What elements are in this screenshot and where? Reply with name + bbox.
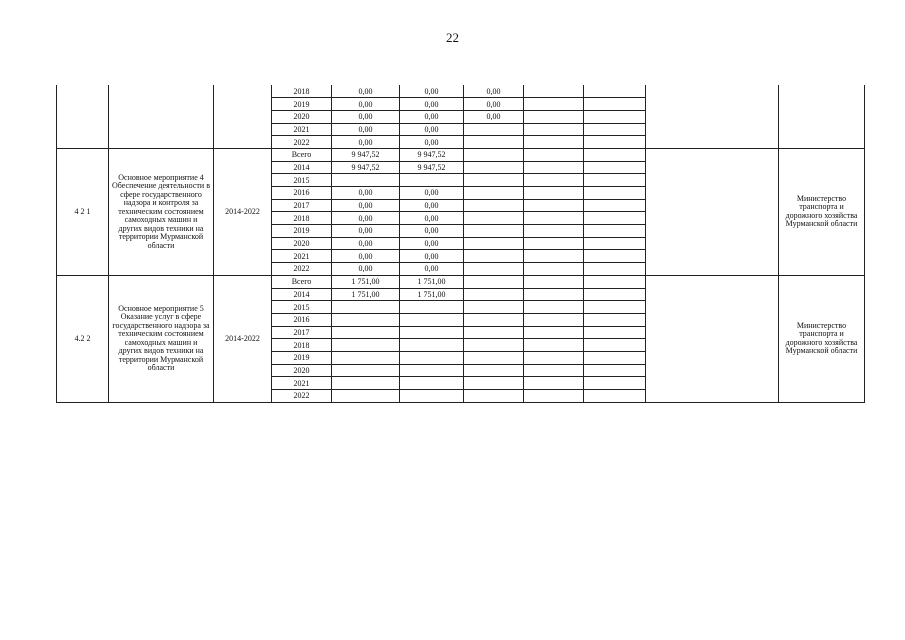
year-cell: 2016 — [272, 313, 332, 326]
year-cell: 2018 — [272, 85, 332, 98]
empty-cell — [524, 313, 584, 326]
year-cell: 2022 — [272, 136, 332, 149]
total-value-cell: 0,00 — [332, 123, 400, 136]
empty-cell — [584, 136, 646, 149]
regional-value-cell: 0,00 — [400, 110, 464, 123]
regional-value-cell: 0,00 — [400, 85, 464, 98]
table-row — [57, 148, 865, 161]
year-cell: 2020 — [272, 364, 332, 377]
empty-cell — [464, 250, 524, 263]
year-cell: 2018 — [272, 212, 332, 225]
cont-empty-cell — [646, 85, 779, 148]
empty-cell — [464, 263, 524, 276]
cont-number-cell — [57, 85, 109, 148]
empty-cell — [464, 237, 524, 250]
extra-value-cell — [464, 123, 524, 136]
empty-cell — [464, 364, 524, 377]
empty-cell — [524, 390, 584, 403]
empty-cell — [464, 148, 524, 161]
total-value-cell: 0,00 — [332, 110, 400, 123]
year-cell: 2015 — [272, 174, 332, 187]
regional-value-cell — [400, 377, 464, 390]
year-cell: 2015 — [272, 301, 332, 314]
empty-cell — [464, 313, 524, 326]
empty-cell — [524, 250, 584, 263]
year-cell: 2019 — [272, 351, 332, 364]
regional-value-cell: 1 751,00 — [400, 288, 464, 301]
extra-value-cell: 0,00 — [464, 98, 524, 111]
total-value-cell: 0,00 — [332, 225, 400, 238]
empty-cell — [584, 161, 646, 174]
empty-cell — [524, 351, 584, 364]
regional-value-cell — [400, 364, 464, 377]
empty-cell — [584, 174, 646, 187]
regional-value-cell: 0,00 — [400, 225, 464, 238]
year-cell: 2019 — [272, 98, 332, 111]
year-cell: 2014 — [272, 288, 332, 301]
regional-value-cell — [400, 390, 464, 403]
year-cell: 2021 — [272, 123, 332, 136]
extra-value-cell: 0,00 — [464, 110, 524, 123]
regional-value-cell: 0,00 — [400, 199, 464, 212]
empty-cell — [584, 85, 646, 98]
total-value-cell — [332, 326, 400, 339]
empty-cell — [584, 288, 646, 301]
empty-cell — [524, 364, 584, 377]
regional-value-cell: 0,00 — [400, 212, 464, 225]
total-value-cell: 0,00 — [332, 98, 400, 111]
year-cell: Всего — [272, 148, 332, 161]
empty-cell — [584, 123, 646, 136]
year-cell: 2020 — [272, 237, 332, 250]
empty-cell — [584, 237, 646, 250]
empty-cell — [524, 161, 584, 174]
empty-cell — [524, 187, 584, 200]
extra-value-cell: 0,00 — [464, 85, 524, 98]
regional-value-cell: 9 947,52 — [400, 148, 464, 161]
page-number: 22 — [446, 30, 459, 45]
section-executor-cell: Министерство транспорта и дорожного хозяйства Мурманской области — [779, 275, 865, 402]
total-value-cell — [332, 351, 400, 364]
year-cell: 2021 — [272, 377, 332, 390]
year-cell: 2020 — [272, 110, 332, 123]
empty-cell — [524, 136, 584, 149]
empty-cell — [524, 288, 584, 301]
empty-cell — [464, 339, 524, 352]
empty-cell — [584, 212, 646, 225]
year-cell: 2017 — [272, 326, 332, 339]
cont-executor-cell — [779, 85, 865, 148]
empty-cell — [524, 326, 584, 339]
empty-cell — [464, 326, 524, 339]
empty-cell — [464, 199, 524, 212]
total-value-cell — [332, 390, 400, 403]
empty-cell — [584, 199, 646, 212]
regional-value-cell — [400, 174, 464, 187]
regional-value-cell — [400, 351, 464, 364]
empty-cell — [524, 148, 584, 161]
section-number-cell: 4 2 1 — [57, 148, 109, 275]
empty-cell — [464, 212, 524, 225]
empty-cell — [524, 377, 584, 390]
empty-cell — [584, 301, 646, 314]
section-description-cell: Основное мероприятие 4 Обеспечение деятельности в сфере государственного надзора и контроля за техническим состоянием самоходных машин и других видов техники на территории Мурманской области — [109, 148, 214, 275]
section-period-cell: 2014-2022 — [214, 148, 272, 275]
empty-cell — [464, 390, 524, 403]
empty-cell — [584, 313, 646, 326]
empty-cell — [584, 187, 646, 200]
regional-value-cell: 0,00 — [400, 187, 464, 200]
section-empty-cell — [646, 275, 779, 402]
year-cell: 2021 — [272, 250, 332, 263]
empty-cell — [464, 275, 524, 288]
total-value-cell — [332, 301, 400, 314]
regional-value-cell — [400, 326, 464, 339]
regional-value-cell: 0,00 — [400, 123, 464, 136]
empty-cell — [524, 263, 584, 276]
year-cell: 2019 — [272, 225, 332, 238]
cont-description-cell — [109, 85, 214, 148]
empty-cell — [584, 339, 646, 352]
empty-cell — [584, 326, 646, 339]
total-value-cell: 0,00 — [332, 85, 400, 98]
empty-cell — [464, 377, 524, 390]
empty-cell — [584, 364, 646, 377]
cont-period-cell — [214, 85, 272, 148]
empty-cell — [464, 301, 524, 314]
total-value-cell: 0,00 — [332, 250, 400, 263]
total-value-cell — [332, 377, 400, 390]
table-row — [57, 85, 865, 98]
total-value-cell: 0,00 — [332, 237, 400, 250]
empty-cell — [524, 339, 584, 352]
budget-table — [56, 85, 865, 403]
regional-value-cell: 0,00 — [400, 250, 464, 263]
empty-cell — [524, 225, 584, 238]
regional-value-cell — [400, 301, 464, 314]
extra-value-cell — [464, 136, 524, 149]
year-cell: Всего — [272, 275, 332, 288]
empty-cell — [464, 351, 524, 364]
empty-cell — [584, 377, 646, 390]
empty-cell — [524, 237, 584, 250]
empty-cell — [464, 187, 524, 200]
section-executor-cell: Министерство транспорта и дорожного хозяйства Мурманской области — [779, 148, 865, 275]
section-number-cell: 4.2 2 — [57, 275, 109, 402]
empty-cell — [524, 275, 584, 288]
year-cell: 2016 — [272, 187, 332, 200]
empty-cell — [584, 225, 646, 238]
regional-value-cell: 1 751,00 — [400, 275, 464, 288]
regional-value-cell — [400, 339, 464, 352]
empty-cell — [464, 174, 524, 187]
empty-cell — [584, 98, 646, 111]
empty-cell — [584, 351, 646, 364]
total-value-cell: 0,00 — [332, 212, 400, 225]
regional-value-cell: 0,00 — [400, 237, 464, 250]
total-value-cell: 9 947,52 — [332, 161, 400, 174]
total-value-cell: 1 751,00 — [332, 288, 400, 301]
year-cell: 2022 — [272, 263, 332, 276]
empty-cell — [464, 288, 524, 301]
year-cell: 2014 — [272, 161, 332, 174]
total-value-cell — [332, 313, 400, 326]
total-value-cell: 0,00 — [332, 136, 400, 149]
year-cell: 2022 — [272, 390, 332, 403]
empty-cell — [524, 98, 584, 111]
total-value-cell: 0,00 — [332, 187, 400, 200]
empty-cell — [524, 174, 584, 187]
empty-cell — [524, 212, 584, 225]
regional-value-cell: 0,00 — [400, 136, 464, 149]
section-period-cell: 2014-2022 — [214, 275, 272, 402]
empty-cell — [584, 263, 646, 276]
section-empty-cell — [646, 148, 779, 275]
empty-cell — [524, 199, 584, 212]
total-value-cell — [332, 364, 400, 377]
empty-cell — [524, 123, 584, 136]
total-value-cell: 0,00 — [332, 263, 400, 276]
empty-cell — [524, 110, 584, 123]
total-value-cell: 0,00 — [332, 199, 400, 212]
regional-value-cell: 0,00 — [400, 263, 464, 276]
empty-cell — [584, 110, 646, 123]
total-value-cell — [332, 339, 400, 352]
regional-value-cell — [400, 313, 464, 326]
regional-value-cell: 0,00 — [400, 98, 464, 111]
empty-cell — [464, 225, 524, 238]
empty-cell — [524, 85, 584, 98]
year-cell: 2018 — [272, 339, 332, 352]
empty-cell — [584, 148, 646, 161]
regional-value-cell: 9 947,52 — [400, 161, 464, 174]
total-value-cell: 1 751,00 — [332, 275, 400, 288]
empty-cell — [584, 275, 646, 288]
total-value-cell: 9 947,52 — [332, 148, 400, 161]
table-row — [57, 275, 865, 288]
empty-cell — [524, 301, 584, 314]
empty-cell — [584, 390, 646, 403]
year-cell: 2017 — [272, 199, 332, 212]
empty-cell — [464, 161, 524, 174]
section-description-cell: Основное мероприятие 5 Оказание услуг в сфере государственного надзора за техническим состоянием самоходных машин и других видов техники на территории Мурманской области — [109, 275, 214, 402]
total-value-cell — [332, 174, 400, 187]
empty-cell — [584, 250, 646, 263]
